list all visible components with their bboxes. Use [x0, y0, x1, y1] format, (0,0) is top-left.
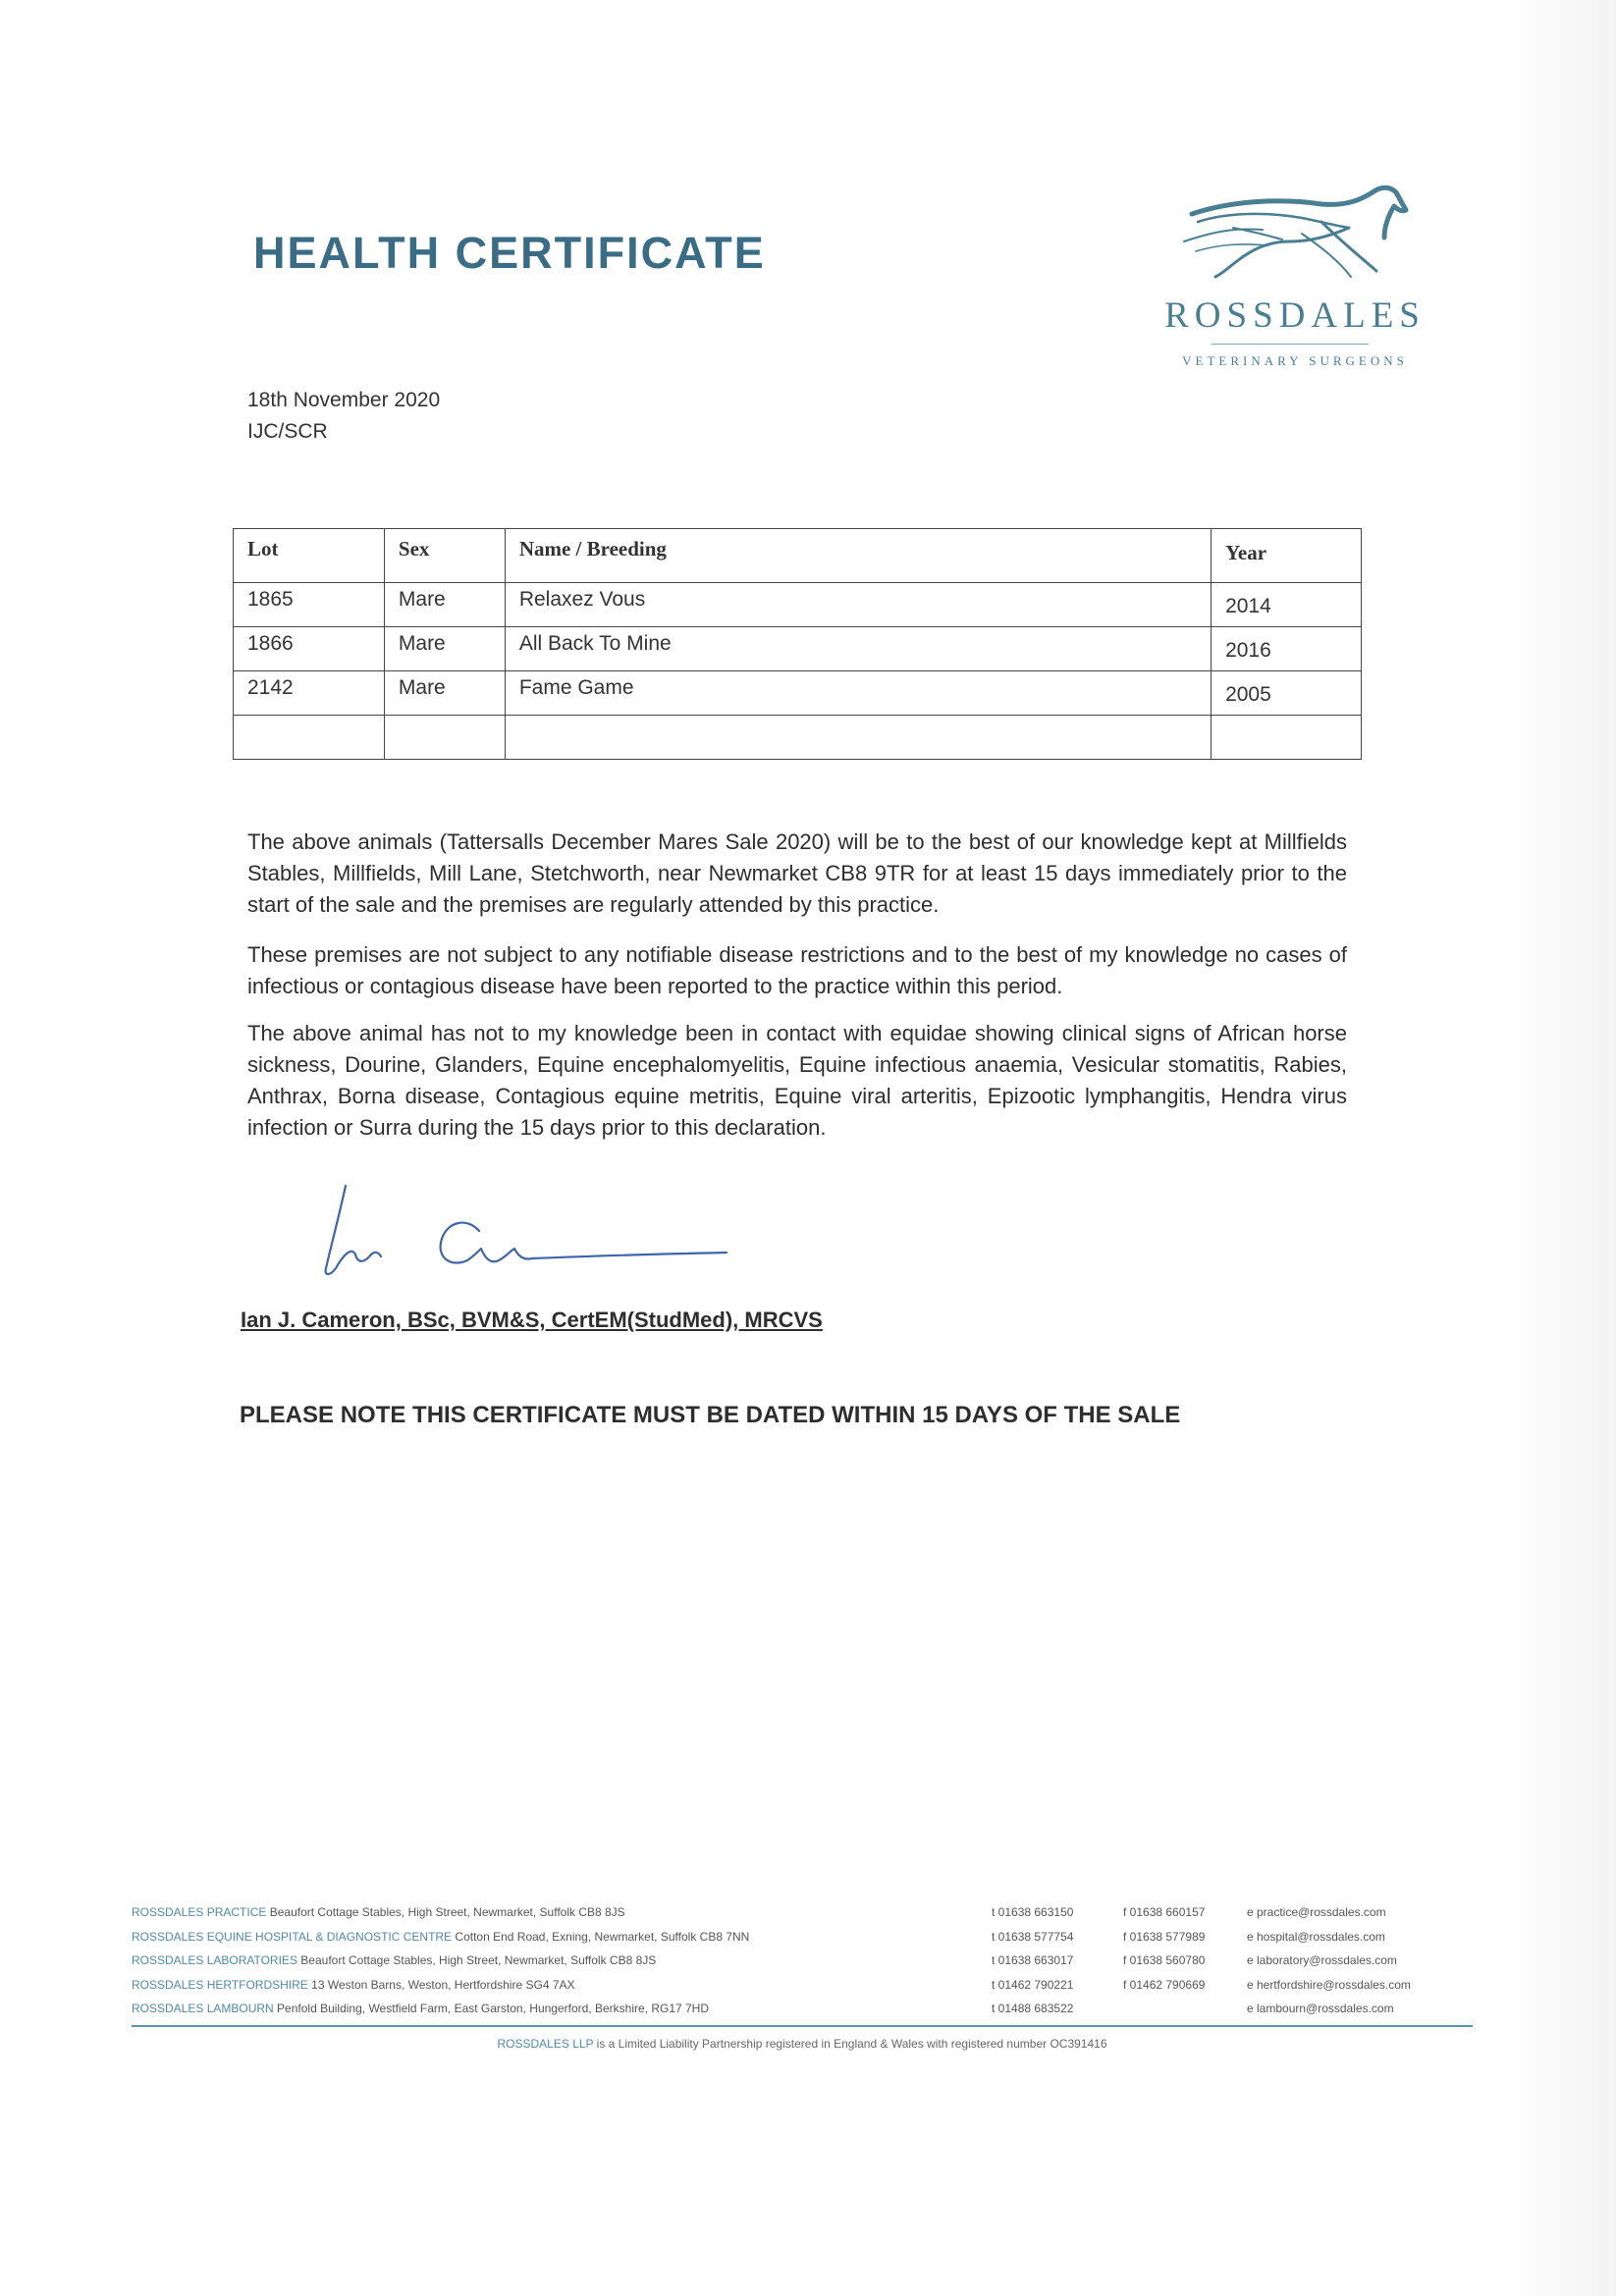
header-lot: Lot — [234, 529, 385, 583]
office-address: Penfold Building, Westfield Farm, East Garston, Hungerford, Berkshire, RG17 7HD — [277, 2002, 710, 2016]
cell-sex: Mare — [384, 583, 505, 627]
office-address: Beaufort Cottage Stables, High Street, Newmarket, Suffolk CB8 8JS — [269, 1905, 625, 1919]
footer-office-row — [132, 2002, 1467, 2026]
cell-lot — [234, 716, 385, 760]
table-row — [234, 583, 1362, 627]
office-email: e laboratory@rossdales.com — [1247, 1953, 1397, 1968]
cell-name: Fame Game — [505, 671, 1211, 716]
cell-sex: Mare — [384, 671, 505, 716]
office-email: e hertfordshire@rossdales.com — [1247, 1977, 1411, 1992]
footer-office-row — [132, 1953, 1467, 1978]
office-name: ROSSDALES LABORATORIES — [132, 1953, 297, 1968]
paragraph-premises: The above animals (Tattersalls December Mares Sale 2020) will be to the best of our knowledge kept at Millfields Stables, Millfields, Mill Lane, Stetchworth, near Newmarket CB8 9TR for at least 15 days immediately prior to the start of the sale and the premises are regularly attended by this practice. — [247, 829, 1347, 917]
office-name: ROSSDALES EQUINE HOSPITAL & DIAGNOSTIC CENTRE — [132, 1929, 453, 1944]
office-email: e lambourn@rossdales.com — [1247, 2002, 1394, 2016]
office-address: Cotton End Road, Exning, Newmarket, Suffolk CB8 7NN — [455, 1929, 750, 1944]
lots-table — [233, 528, 1362, 760]
office-telephone: t 01638 663017 — [992, 1953, 1074, 1968]
office-fax: f 01462 790669 — [1123, 1977, 1206, 1992]
cell-lot: 2142 — [234, 671, 385, 716]
footer-offices — [132, 1905, 1467, 2026]
office-email: e hospital@rossdales.com — [1247, 1929, 1385, 1944]
office-name: ROSSDALES LAMBOURN — [132, 2002, 274, 2016]
document-title: HEALTH CERTIFICATE — [253, 228, 766, 278]
footer-office-row — [132, 1905, 1467, 1930]
header-sex: Sex — [384, 529, 505, 583]
dating-notice: PLEASE NOTE THIS CERTIFICATE MUST BE DATED WITHIN 15 DAYS OF THE SALE — [240, 1402, 1181, 1428]
cell-sex — [384, 716, 505, 760]
office-telephone: t 01462 790221 — [992, 1977, 1074, 1992]
cell-year: 2016 — [1212, 627, 1362, 671]
cell-name — [505, 716, 1211, 760]
galloping-horse-icon — [1174, 183, 1420, 291]
office-address: Beaufort Cottage Stables, High Street, Newmarket, Suffolk CB8 8JS — [300, 1953, 657, 1968]
footer-divider — [132, 2025, 1473, 2027]
handwritten-signature — [304, 1174, 746, 1302]
signer-name: Ian J. Cameron, BSc, BVM&S, CertEM(StudMed), MRCVS — [241, 1308, 823, 1332]
office-email: e practice@rossdales.com — [1247, 1905, 1386, 1919]
table-row — [234, 671, 1362, 716]
office-fax: f 01638 560780 — [1123, 1953, 1206, 1968]
office-name: ROSSDALES HERTFORDSHIRE — [132, 1977, 308, 1992]
logo-divider — [1212, 344, 1369, 345]
cell-name: All Back To Mine — [505, 627, 1211, 671]
legal-entity-name: ROSSDALES LLP — [497, 2037, 594, 2051]
cell-year: 2014 — [1212, 583, 1362, 627]
cell-name: Relaxez Vous — [505, 583, 1211, 627]
cell-year — [1212, 716, 1362, 760]
office-fax: f 01638 577989 — [1123, 1929, 1206, 1944]
logo-name: ROSSDALES — [1164, 295, 1426, 336]
footer-office-row — [132, 1978, 1467, 2002]
letter-reference: IJC/SCR — [247, 420, 328, 443]
office-telephone: t 01638 577754 — [992, 1929, 1074, 1944]
office-telephone: t 01488 683522 — [992, 2002, 1074, 2016]
cell-year: 2005 — [1212, 671, 1362, 716]
rossdales-logo — [1155, 173, 1429, 379]
page-edge-shadow — [1498, 0, 1616, 2296]
footer-office-row — [132, 1930, 1467, 1954]
cell-lot: 1866 — [234, 627, 385, 671]
office-fax: f 01638 660157 — [1123, 1905, 1206, 1919]
table-row — [234, 627, 1362, 671]
header-year: Year — [1212, 529, 1362, 583]
letter-date: 18th November 2020 — [247, 389, 441, 411]
cell-sex: Mare — [384, 627, 505, 671]
footer-legal-notice — [132, 2037, 1473, 2051]
cell-lot: 1865 — [234, 583, 385, 627]
paragraph-restrictions: These premises are not subject to any notifiable disease restrictions and to the best of my knowledge no cases of infectious or contagious disease have been reported to the practice within this period. — [247, 942, 1347, 998]
table-row-empty — [234, 716, 1362, 760]
table-header-row — [234, 529, 1362, 583]
logo-tagline: VETERINARY SURGEONS — [1182, 353, 1408, 368]
office-telephone: t 01638 663150 — [992, 1905, 1074, 1919]
office-name: ROSSDALES PRACTICE — [132, 1905, 267, 1919]
paragraph-contact-declaration: The above animal has not to my knowledge been in contact with equidae showing clinical signs of African horse sickness, Dourine, Glanders, Equine encephalomyelitis, Equine infectious anaemia, Vesicular stomatitis, Rabies, Anthrax, Borna disease, Contagious equine metritis, Equine viral arteritis, Epizootic lymphangitis, Hendra virus infection or Surra during the 15 days prior to this declaration. — [247, 1021, 1347, 1140]
office-address: 13 Weston Barns, Weston, Hertfordshire SG4 7AX — [311, 1977, 575, 1992]
header-name-breeding: Name / Breeding — [505, 529, 1211, 583]
legal-text: is a Limited Liability Partnership registered in England & Wales with registered number OC391416 — [596, 2037, 1107, 2051]
